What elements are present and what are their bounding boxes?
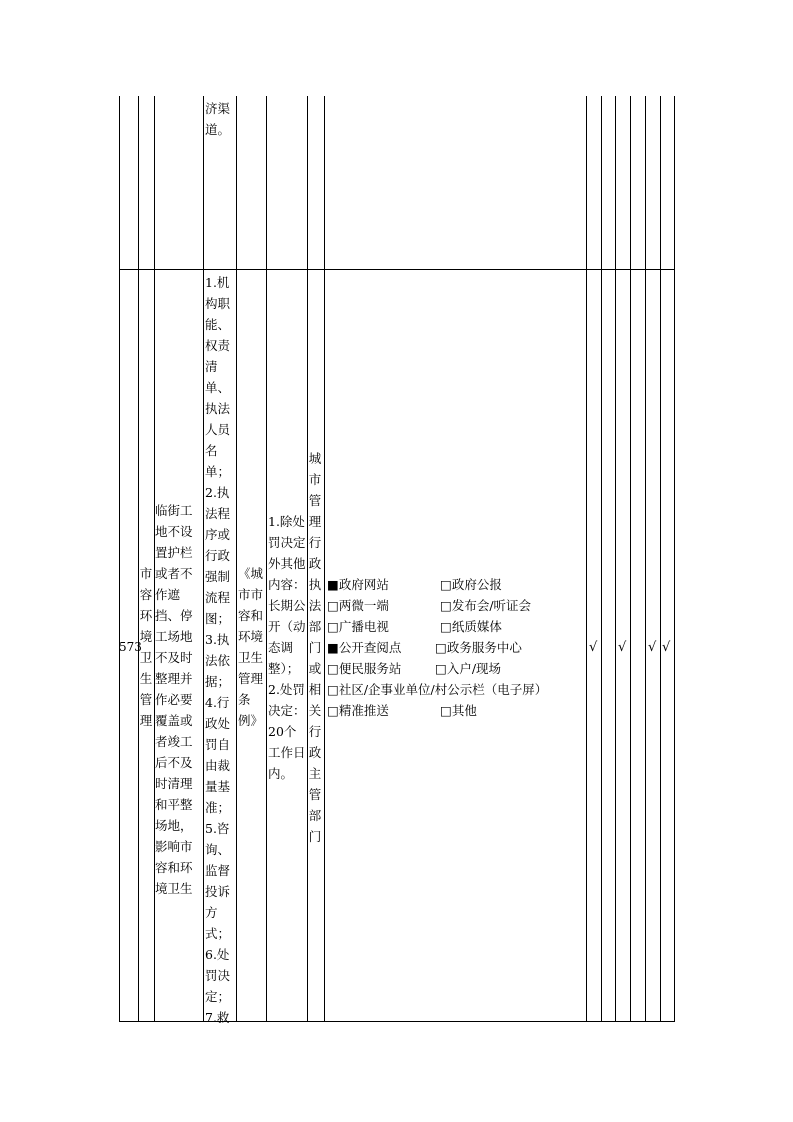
row-item-text: 临街工地不设置护栏或者不作遮挡、停工场地不及时整理并作必要覆盖或者竣工后不及时清理和平整场地，影响市容和环境卫生: [155, 503, 193, 896]
channel-item: ■政府网站: [327, 577, 389, 592]
unchecked-box-icon: □: [435, 640, 447, 655]
grid-line: [645, 96, 646, 1022]
channel-item: □其他: [440, 703, 477, 718]
channel-item: □社区/企事业单位/村公示栏（电子屏）: [327, 682, 548, 697]
channel-item: □政务服务中心: [435, 640, 522, 655]
grid-line: [266, 96, 267, 1022]
upper-row-content-text: 济渠道。: [205, 101, 231, 137]
grid-line: [203, 96, 204, 1022]
row-content-text: 1.机构职能、权责清单、执法人员名单；2.执法程序或行政强制流程图；3.执法依据；4.行政处罚自由裁量基准；5.咨询、监督投诉方式；6.处罚决定；7.救: [205, 275, 231, 1025]
row-basis-cell: [238, 563, 266, 731]
row-item-cell: [155, 500, 203, 899]
row-subject-cell: [308, 448, 322, 847]
check-mark: √: [648, 640, 657, 655]
channel-item: □发布会/听证会: [440, 598, 532, 613]
unchecked-box-icon: □: [440, 577, 452, 592]
unchecked-box-icon: □: [327, 682, 339, 697]
unchecked-box-icon: □: [327, 598, 339, 613]
grid-line: [660, 96, 661, 1022]
check-mark: √: [589, 640, 598, 655]
grid-line: [138, 96, 139, 1022]
channel-item: □精准推送: [327, 703, 389, 718]
channel-item: ■公开查阅点: [327, 640, 402, 655]
row-basis-text: 《城市市容和环境卫生管理条例》: [238, 566, 264, 728]
grid-line: [601, 96, 602, 1022]
check-mark: √: [662, 640, 671, 655]
check-mark: √: [618, 640, 627, 655]
grid-line: [586, 96, 587, 1022]
grid-line: [324, 96, 325, 1022]
grid-line: [674, 96, 675, 1022]
channel-item: □广播电视: [327, 619, 389, 634]
grid-line: [630, 96, 631, 1022]
channel-item: □纸质媒体: [440, 619, 502, 634]
row-content-cell: [205, 272, 235, 1025]
row-seq-number: 573: [119, 640, 142, 654]
unchecked-box-icon: □: [440, 703, 452, 718]
grid-line: [119, 269, 675, 270]
unchecked-box-icon: □: [435, 661, 447, 676]
channel-item: □便民服务站: [327, 661, 402, 676]
row-seq-cell: [119, 637, 142, 658]
checked-box-icon: ■: [327, 577, 339, 592]
unchecked-box-icon: □: [440, 598, 452, 613]
unchecked-box-icon: □: [327, 619, 339, 634]
grid-line: [236, 96, 237, 1022]
row-subject-text: 城市管理行政执法部门或相关行政主管部门: [308, 451, 322, 844]
unchecked-box-icon: □: [440, 619, 452, 634]
grid-line: [119, 1021, 675, 1022]
grid-line: [615, 96, 616, 1022]
channel-item: □两微一端: [327, 598, 389, 613]
upper-row-content-cell: [205, 98, 235, 140]
unchecked-box-icon: □: [327, 661, 339, 676]
checked-box-icon: ■: [327, 640, 339, 655]
channel-item: □入户/现场: [435, 661, 502, 676]
row-category-text: 市容环境卫生管理: [139, 566, 153, 728]
row-time-limit-text: 1.除处罚决定外其他内容：长期公开（动态调整）；2.处罚决定：20个工作日内。: [268, 514, 306, 781]
unchecked-box-icon: □: [327, 703, 339, 718]
row-time-limit-cell: [268, 511, 307, 784]
row-category-cell: [139, 563, 153, 731]
channel-item: □政府公报: [440, 577, 502, 592]
grid-line: [119, 96, 120, 1022]
